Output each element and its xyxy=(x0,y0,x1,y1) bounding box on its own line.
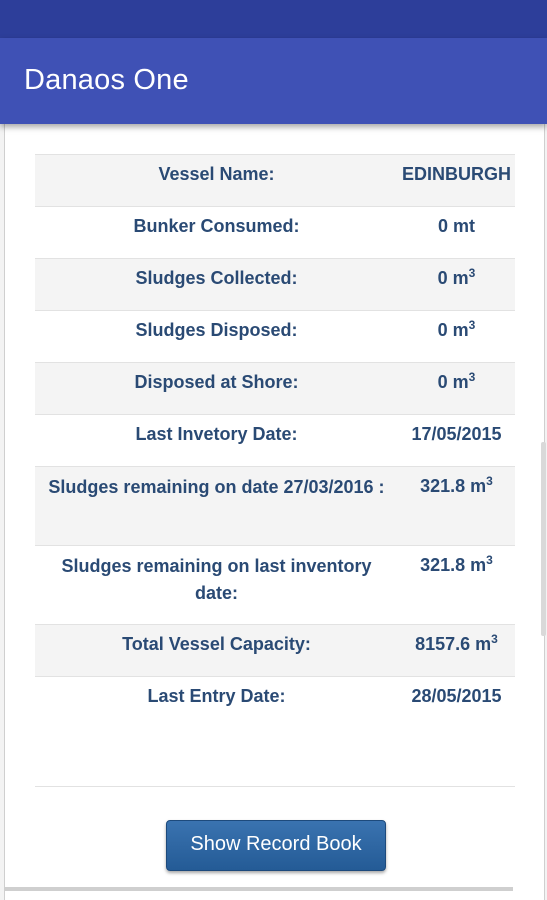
row-value: 0 $m^3$ xyxy=(398,259,515,311)
table-row xyxy=(35,415,515,467)
row-value: 8157.6 $m^3$ xyxy=(398,625,515,677)
row-value: EDINBURGH xyxy=(398,155,515,207)
table-row xyxy=(35,625,515,677)
row-label: Sludges Disposed: xyxy=(35,311,398,363)
divider xyxy=(35,786,515,787)
scrollbar[interactable] xyxy=(541,442,546,636)
table-row xyxy=(35,363,515,415)
card-bottom-edge xyxy=(4,887,513,891)
row-value: 17/05/2015 xyxy=(398,415,515,467)
row-label: Last Entry Date: xyxy=(35,677,398,729)
table-row xyxy=(35,155,515,207)
row-value: 321.8 $m^3$ xyxy=(398,546,515,625)
table-row xyxy=(35,677,515,729)
row-label: Vessel Name: xyxy=(35,155,398,207)
vessel-info-table xyxy=(35,154,515,729)
status-bar xyxy=(0,0,547,38)
table-row xyxy=(35,546,515,625)
table-row xyxy=(35,311,515,363)
row-value: 0 mt xyxy=(398,207,515,259)
app-title: Danaos One xyxy=(24,64,189,96)
row-label: Sludges Collected: xyxy=(35,259,398,311)
row-label: Disposed at Shore: xyxy=(35,363,398,415)
show-record-book-button[interactable]: Show Record Book xyxy=(166,820,386,871)
app-bar xyxy=(0,38,547,124)
row-value: 0 $m^3$ xyxy=(398,311,515,363)
row-value: 321.8 $m^3$ xyxy=(398,467,515,546)
row-label: Last Invetory Date: xyxy=(35,415,398,467)
row-label: Bunker Consumed: xyxy=(35,207,398,259)
row-value: 28/05/2015 xyxy=(398,677,515,729)
row-label: Sludges remaining on last inventory date: xyxy=(35,546,398,625)
table-row xyxy=(35,259,515,311)
content-card[interactable] xyxy=(4,124,545,900)
row-label: Sludges remaining on date 27/03/2016 : xyxy=(35,467,398,546)
row-label: Total Vessel Capacity: xyxy=(35,625,398,677)
row-value: 0 $m^3$ xyxy=(398,363,515,415)
table-row xyxy=(35,207,515,259)
table-row xyxy=(35,467,515,546)
